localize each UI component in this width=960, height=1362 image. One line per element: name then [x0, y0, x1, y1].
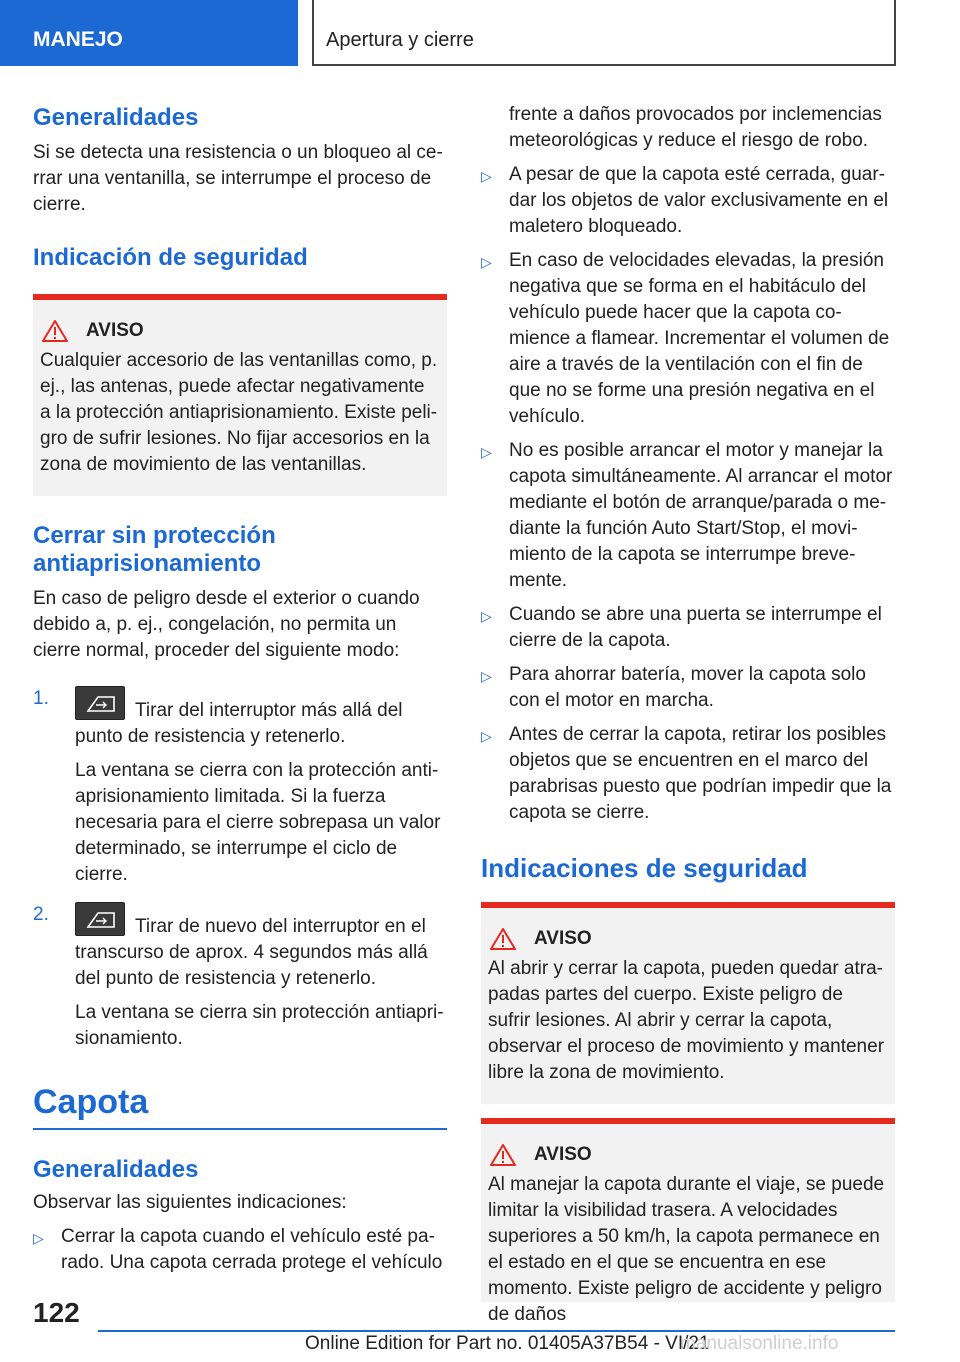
warning-text: Al abrir y cerrar la capota, pueden quedar atrapadas partes del cuerpo. Existe peligro de sufrir lesiones. Al abrir y cerrar la capota, observar el proceso de movimiento y mantener libre la zona de movimiento. — [488, 958, 885, 1083]
warning-box-1 — [33, 294, 447, 496]
bullet-triangle-icon: ▷ — [481, 168, 492, 184]
list-item — [33, 1224, 447, 1276]
steps-list — [33, 686, 447, 1052]
bullet-text: Antes de cerrar la capota, retirar los posibles objetos que se encuentren en el marco del parabrisas puesto que podrían impedir que la capota se cierre. — [509, 724, 892, 823]
bullet-triangle-icon: ▷ — [481, 608, 492, 624]
cerrar-text: En caso de peligro desde el exterior o cuando debido a, p. ej., congelación, no permita un cierre normal, proceder del siguiente modo: — [33, 588, 420, 661]
generalidades-text: Si se detecta una resistencia o un bloqueo al cerrar una ventanilla, se interrumpe el proceso de cierre. — [33, 142, 443, 215]
warning-triangle-icon — [490, 1144, 516, 1166]
generalidades-heading: Generalidades — [33, 104, 199, 131]
bullet-triangle-icon: ▷ — [481, 668, 492, 684]
warning-triangle-icon — [490, 928, 516, 950]
capota-divider — [33, 1128, 447, 1130]
warning-triangle-icon — [42, 320, 68, 342]
bullet-triangle-icon: ▷ — [481, 444, 492, 460]
step-item — [33, 902, 447, 1052]
window-switch-icon — [75, 686, 125, 720]
list-item — [481, 602, 895, 654]
step-subtext: La ventana se cierra sin protección antiaprisionamiento. — [75, 1002, 444, 1049]
list-item — [481, 162, 895, 240]
bullet-triangle-icon: ▷ — [481, 254, 492, 270]
step-item — [33, 686, 447, 888]
warning-box-3 — [481, 1118, 895, 1325]
bullet-text: Cerrar la capota cuando el vehículo esté parado. Una capota cerrada protege el vehículo — [61, 1226, 443, 1273]
warning-header — [488, 1144, 887, 1166]
step-number: 1. — [33, 688, 49, 709]
bullet-triangle-icon: ▷ — [33, 1230, 44, 1246]
warning-label: AVISO — [534, 1144, 592, 1165]
edition-text: Online Edition for Part no. 01405A37B54 - VI/21 — [305, 1333, 710, 1354]
capota-bullet-list — [481, 162, 895, 826]
seguridad-heading: Indicación de seguridad — [33, 244, 308, 271]
watermark: manualsonline.info — [680, 1333, 839, 1354]
section-label: MANEJO — [33, 28, 123, 51]
warning-header — [488, 928, 887, 950]
chapter-title: Apertura y cierre — [326, 29, 474, 51]
bullet-text: Para ahorrar batería, mover la capota solo con el motor en marcha. — [509, 664, 866, 711]
warning-header — [40, 320, 439, 342]
step-text: Tirar de nuevo del interruptor en el transcurso de aprox. 4 segundos más allá del punto de resistencia y retenerlo. — [75, 916, 428, 989]
continuation-text: frente a daños provocados por inclemencias meteorológicas y reduce el riesgo de robo. — [509, 104, 882, 151]
step-subtext: La ventana se cierra con la protección antiaprisionamiento limitada. Si la fuerza necesaria para el cierre sobrepasa un valor determinado, se interrumpe el ciclo de cierre. — [75, 760, 441, 885]
cerrar-heading: Cerrar sin protección antiaprisionamiento — [33, 522, 276, 577]
page-number: 122 — [33, 1297, 80, 1328]
warning-label: AVISO — [534, 928, 592, 949]
bullet-triangle-icon: ▷ — [481, 728, 492, 744]
page-header — [0, 0, 960, 66]
capota-generalidades-heading: Generalidades — [33, 1156, 199, 1183]
chapter-box — [312, 0, 896, 66]
list-item — [481, 722, 895, 826]
list-item — [481, 662, 895, 714]
bullet-text: En caso de velocidades elevadas, la presión negativa que se forma en el habitáculo del vehículo puede hacer que la capota comience a flamear. Incrementar el volumen de aire a través de la ventilación con el fin de que no se forme una presión negativa en el vehículo. — [509, 250, 890, 427]
list-item — [481, 438, 895, 594]
warning-label: AVISO — [86, 320, 144, 341]
capota-heading: Capota — [33, 1083, 149, 1121]
bullet-text: A pesar de que la capota esté cerrada, guardar los objetos de valor exclusivamente en el maletero bloqueado. — [509, 164, 889, 237]
indicaciones-heading: Indicaciones de seguridad — [481, 853, 808, 883]
left-column — [33, 100, 447, 1284]
footer-divider — [98, 1330, 895, 1332]
bullet-text: Cuando se abre una puerta se interrumpe el cierre de la capota. — [509, 604, 882, 651]
warning-text: Cualquier accesorio de las ventanillas como, p. ej., las antenas, puede afectar negativamente a la protección antiaprisionamiento. Existe peligro de sufrir lesiones. No fijar accesorios en la zona de movimiento de las ventanillas. — [40, 350, 438, 475]
warning-text: Al manejar la capota durante el viaje, se puede limitar la visibilidad trasera. A velocidades superiores a 50 km/h, la capota permanece en el estado en el que se encuentra en ese momento. Existe peligro de accidente y peligro de daños — [488, 1174, 885, 1325]
warning-box-2 — [481, 902, 895, 1104]
step-text: Tirar del interruptor más allá del punto de resistencia y retenerlo. — [75, 700, 403, 747]
window-switch-icon — [75, 902, 125, 936]
step-number: 2. — [33, 904, 49, 925]
right-column — [481, 102, 895, 1325]
capota-generalidades-text: Observar las siguientes indicaciones: — [33, 1192, 347, 1213]
bullet-text: No es posible arrancar el motor y manejar la capota simultáneamente. Al arrancar el motor mediante el botón de arranque/parada o mediante la función Auto Start/Stop, el movimiento de la capota se interrumpe brevemente. — [509, 440, 893, 591]
list-item — [481, 248, 895, 430]
section-tab — [0, 0, 298, 66]
